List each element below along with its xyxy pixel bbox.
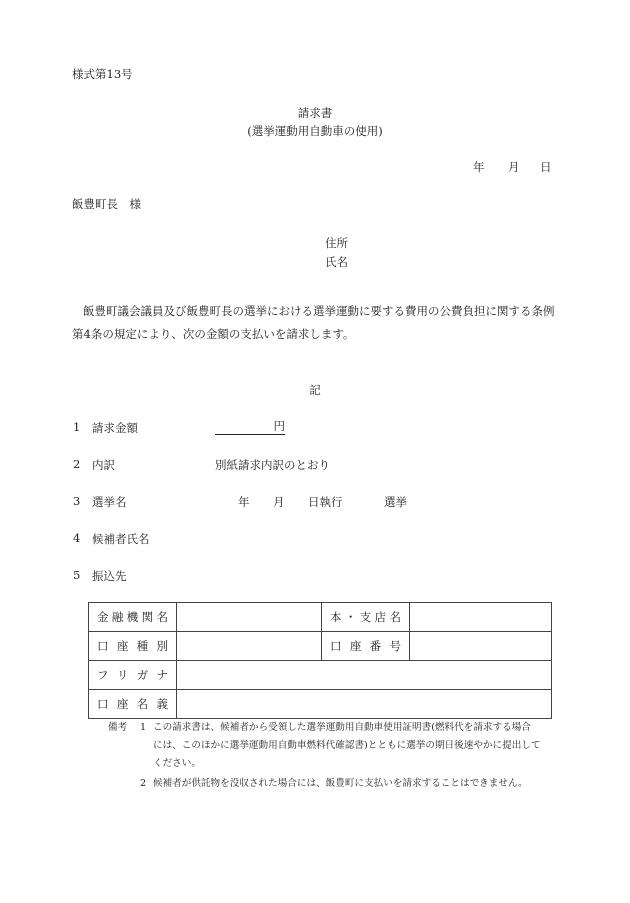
document-title: 請求書 xyxy=(297,106,333,120)
account-holder-field[interactable] xyxy=(177,690,552,719)
note-2-text: 候補者が供託物を没収された場合には、飯豊町に支払いを請求することはできません。 xyxy=(153,778,528,789)
body-paragraph: 飯豊町議会議員及び飯豊町長の選挙における選挙運動に要する費用の公費負担に関する条例第4条の規定により、次の金額の支払いを請求します。 xyxy=(72,304,555,341)
note-1-line-1: この請求書は、候補者から受領した選挙運動用自動車使用証明書(燃料代を請求する場合 xyxy=(153,722,531,733)
bank-table xyxy=(88,602,552,719)
item-2-label: 内訳 xyxy=(92,458,115,472)
item-2-value: 別紙請求内訳のとおり xyxy=(215,458,330,472)
item-3-label: 選挙名 xyxy=(92,495,127,509)
item-3-senkyo: 選挙 xyxy=(384,495,407,509)
claim-amount-field xyxy=(215,418,285,435)
form-number: 様式第13号 xyxy=(72,67,133,81)
furigana-field[interactable] xyxy=(177,661,552,690)
account-holder-header: 口 座 名 義 xyxy=(89,690,177,719)
bank-name-header: 金 融 機 関 名 xyxy=(89,603,177,632)
date-year: 年 xyxy=(473,160,485,174)
account-number-header: 口 座 番 号 xyxy=(322,632,410,661)
notes-label: 備考 xyxy=(108,722,128,733)
item-5-number: 5 xyxy=(73,568,81,582)
table-row xyxy=(89,690,552,719)
account-type-field[interactable] xyxy=(177,632,322,661)
table-row xyxy=(89,632,552,661)
note-1-line-3: ください。 xyxy=(153,758,201,769)
bank-name-field[interactable] xyxy=(177,603,322,632)
item-3-month: 月 xyxy=(273,495,285,509)
furigana-header: フ リ ガ ナ xyxy=(89,661,177,690)
item-5-label: 振込先 xyxy=(92,569,127,583)
addressee: 飯豊町長 様 xyxy=(72,197,141,211)
date-month: 月 xyxy=(508,160,520,174)
note-1-line-2: には、このほかに選挙運動用自動車燃料代確認書)とともに選挙の期日後速やかに提出して xyxy=(153,740,541,751)
account-type-header: 口 座 種 別 xyxy=(89,632,177,661)
item-3-number: 3 xyxy=(73,494,81,508)
name-label: 氏名 xyxy=(325,255,348,269)
branch-name-header: 本 ・ 支 店 名 xyxy=(322,603,410,632)
note-1-number: 1 xyxy=(140,722,147,733)
item-2-number: 2 xyxy=(73,457,81,471)
branch-name-field[interactable] xyxy=(410,603,552,632)
yen-unit: 円 xyxy=(273,419,285,433)
document-subtitle: (選挙運動用自動車の使用) xyxy=(247,124,383,138)
table-row xyxy=(89,603,552,632)
item-4-label: 候補者氏名 xyxy=(92,532,150,546)
ki-heading: 記 xyxy=(309,383,321,397)
item-1-number: 1 xyxy=(73,420,81,434)
item-4-number: 4 xyxy=(73,531,81,545)
item-3-day: 日執行 xyxy=(308,495,343,509)
item-1-label: 請求金額 xyxy=(92,421,138,435)
account-number-field[interactable] xyxy=(410,632,552,661)
item-3-year: 年 xyxy=(238,495,250,509)
note-2-number: 2 xyxy=(140,778,147,789)
date-day: 日 xyxy=(540,160,552,174)
address-label: 住所 xyxy=(325,236,348,250)
table-row xyxy=(89,661,552,690)
